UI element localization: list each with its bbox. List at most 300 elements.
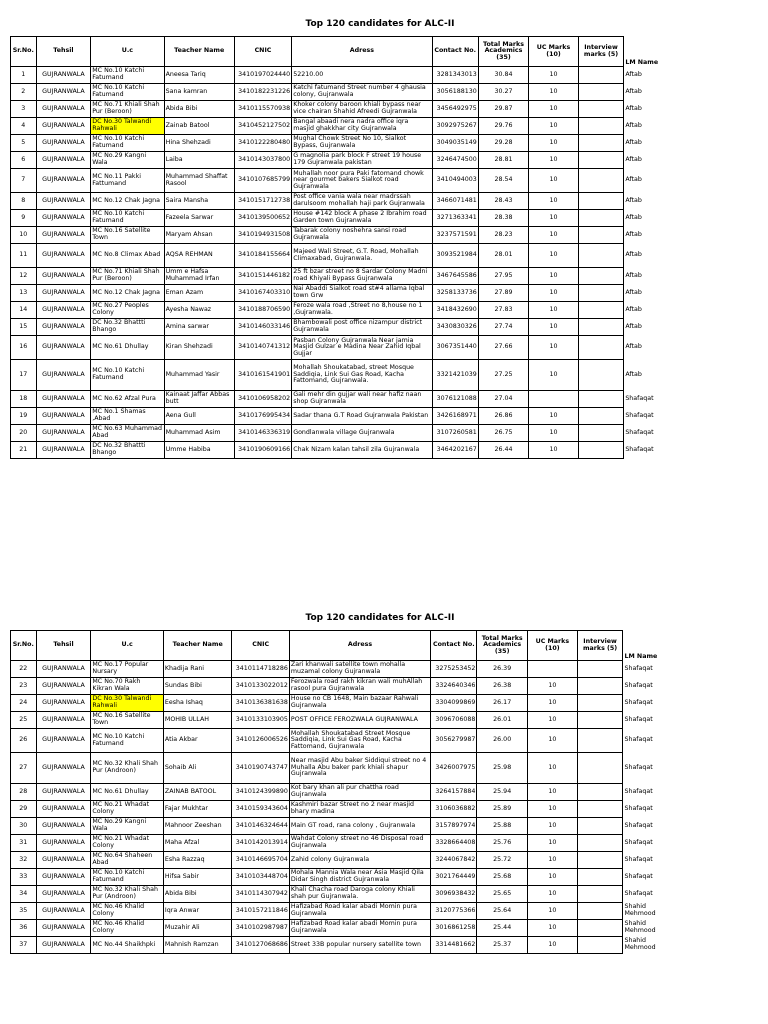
- contact-cell: 3096938432: [431, 886, 477, 903]
- contact-cell: 3049035149: [432, 135, 478, 152]
- sr-cell: 9: [11, 210, 37, 227]
- table-row: [11, 712, 680, 729]
- contact-cell: 3264157884: [431, 784, 477, 801]
- lm-name-cell: Aftab: [625, 196, 642, 204]
- sr-cell: 16: [11, 336, 37, 360]
- address-cell: Kashmiri bazar Street no 2 near masjid bhary madina: [289, 801, 430, 818]
- uc-cell: MC No.17 Popular Nursary: [91, 661, 164, 678]
- tehsil-cell: GUJRANWALA: [36, 135, 91, 152]
- address-cell: Zari khanwali satellite town mohalla muzamal colony Gujranwala: [289, 661, 430, 678]
- teacher-name-cell: Umm e Hafsa Muhammad Irfan: [164, 268, 234, 285]
- address-cell: Main GT road, rana colony , Gujranwala: [289, 818, 430, 835]
- uc-marks-cell: 10: [527, 920, 577, 937]
- address-cell: Muhallah noor pura Paki fatomand chowk near gourmet bakers Sialkot road Gujranwala: [292, 169, 432, 193]
- total-marks-cell: 25.88: [477, 818, 528, 835]
- table-row: [11, 886, 680, 903]
- interview-marks-cell: [578, 84, 624, 101]
- cnic-cell: 3410157211846: [232, 903, 289, 920]
- address-cell: Bhambowali post office nizampur district Gujranwala: [292, 319, 432, 336]
- uc-marks-cell: 10: [529, 227, 578, 244]
- tehsil-cell: GUJRANWALA: [36, 152, 91, 169]
- teacher-name-cell: Esha Razzaq: [163, 852, 232, 869]
- teacher-name-cell: Iqra Anwar: [163, 903, 232, 920]
- cnic-cell: 3410115570938: [234, 101, 291, 118]
- cnic-cell: 3410133103905: [232, 712, 289, 729]
- address-cell: Ferozwala road rakh kikran wali muhAllah rasool pura Gujranwala: [289, 678, 430, 695]
- address-cell: Zahid colony Gujranwala: [289, 852, 430, 869]
- uc-cell: MC No.29 Kangni Wala: [91, 152, 164, 169]
- sr-cell: 5: [11, 135, 37, 152]
- total-marks-cell: 25.98: [477, 753, 528, 784]
- table-row: [11, 869, 680, 886]
- table-row: [11, 101, 680, 118]
- lm-name-cell: Aftab: [625, 70, 642, 78]
- tehsil-cell: GUJRANWALA: [36, 336, 91, 360]
- contact-cell: 3076121088: [432, 391, 478, 408]
- teacher-name-cell: Eesha Ishaq: [163, 695, 232, 712]
- header-lm: LM Name: [624, 652, 658, 660]
- uc-marks-cell: 10: [527, 784, 577, 801]
- lm-name-cell: Shafaqat: [624, 736, 653, 744]
- cnic-cell: 3410190743747: [232, 753, 289, 784]
- header-cnic: CNIC: [234, 37, 291, 67]
- teacher-name-cell: Muhammad Yasir: [164, 360, 234, 391]
- interview-marks-cell: [578, 391, 624, 408]
- tehsil-cell: GUJRANWALA: [36, 268, 91, 285]
- lm-name-cell: Aftab: [625, 271, 642, 279]
- teacher-name-cell: Eman Azam: [164, 285, 234, 302]
- cnic-cell: 3410184155664: [234, 244, 291, 268]
- sr-cell: 23: [11, 678, 37, 695]
- contact-cell: 3426168971: [432, 408, 478, 425]
- contact-cell: 3410494003: [432, 169, 478, 193]
- total-marks-cell: 28.81: [478, 152, 528, 169]
- lm-name-cell: Shafaqat: [624, 681, 653, 689]
- interview-marks-cell: [577, 695, 623, 712]
- total-marks-cell: 25.72: [477, 852, 528, 869]
- contact-cell: 3430830326: [432, 319, 478, 336]
- uc-cell: MC No.10 Katchi Fatumand: [91, 360, 164, 391]
- address-cell: G magnolia park block F street 19 house 179 Gujranwala pakistan: [292, 152, 432, 169]
- uc-marks-cell: 10: [529, 152, 578, 169]
- contact-cell: 3275253452: [431, 661, 477, 678]
- table-row: [11, 336, 680, 360]
- uc-marks-cell: 10: [529, 425, 578, 442]
- tehsil-cell: GUJRANWALA: [36, 852, 91, 869]
- tehsil-cell: GUJRANWALA: [36, 784, 91, 801]
- lm-name-cell: Shafaqat: [624, 821, 653, 829]
- cnic-cell: 3410133022012: [232, 678, 289, 695]
- header-address: Adress: [292, 37, 432, 67]
- address-cell: Nai Abaddi Sialkot road st#4 allama Iqbal town Grw: [292, 285, 432, 302]
- address-cell: Majeed Wali Street, G.T. Road, Mohallah Climaxabad, Gujranwala.: [292, 244, 432, 268]
- table-row: [11, 835, 680, 852]
- contact-cell: 3120775366: [431, 903, 477, 920]
- cnic-cell: 3410167403310: [234, 285, 291, 302]
- teacher-name-cell: Umme Habiba: [164, 442, 234, 459]
- lm-name-cell: Shafaqat: [625, 445, 654, 453]
- lm-name-cell: Aftab: [625, 138, 642, 146]
- table-grid: [10, 630, 680, 954]
- contact-cell: 3258133736: [432, 285, 478, 302]
- teacher-name-cell: Aena Gull: [164, 408, 234, 425]
- interview-marks-cell: [577, 818, 623, 835]
- lm-name-cell: Shafaqat: [624, 763, 653, 771]
- address-cell: POST OFFICE FEROZWALA GUJRANWALA: [289, 712, 430, 729]
- teacher-name-cell: Maha Afzal: [163, 835, 232, 852]
- total-marks-cell: 25.44: [477, 920, 528, 937]
- teacher-name-cell: Muzahir Ali: [163, 920, 232, 937]
- teacher-name-cell: Sundas Bibi: [163, 678, 232, 695]
- lm-name-cell: Shafaqat: [625, 394, 654, 402]
- contact-cell: 3016861258: [431, 920, 477, 937]
- uc-cell: MC No.10 Katchi Fatumand: [91, 135, 164, 152]
- teacher-name-cell: Sana kamran: [164, 84, 234, 101]
- uc-cell: MC No.61 Dhullay: [91, 336, 164, 360]
- uc-cell: MC No.11 Pakki Fattumand: [91, 169, 164, 193]
- sr-cell: 31: [11, 835, 37, 852]
- contact-cell: 3246474500: [432, 152, 478, 169]
- uc-marks-cell: 10: [527, 678, 577, 695]
- address-cell: Post office vania wala near madrssah darulsoom mohallah haji park Gujranwala: [292, 193, 432, 210]
- uc-cell: MC No.16 Satellite Town: [91, 712, 164, 729]
- total-marks-cell: 27.89: [478, 285, 528, 302]
- teacher-name-cell: Muhammad Shaffat Rasool: [164, 169, 234, 193]
- total-marks-cell: 26.17: [477, 695, 528, 712]
- table-row: [11, 285, 680, 302]
- tehsil-cell: GUJRANWALA: [36, 101, 91, 118]
- interview-marks-cell: [577, 712, 623, 729]
- sr-cell: 6: [11, 152, 37, 169]
- address-cell: Katchi fatumand Street number 4 ghausia colony, Gujranwala: [292, 84, 432, 101]
- contact-cell: 3244067842: [431, 852, 477, 869]
- uc-marks-cell: 10: [529, 442, 578, 459]
- lm-name-cell: Shafaqat: [624, 698, 653, 706]
- interview-marks-cell: [578, 227, 624, 244]
- sr-cell: 13: [11, 285, 37, 302]
- uc-marks-cell: 10: [529, 169, 578, 193]
- lm-name-cell: Aftab: [625, 87, 642, 95]
- sr-cell: 33: [11, 869, 37, 886]
- teacher-name-cell: Abida Bibi: [164, 101, 234, 118]
- total-marks-cell: 27.83: [478, 302, 528, 319]
- cnic-cell: 3410151712738: [234, 193, 291, 210]
- uc-marks-cell: 10: [529, 268, 578, 285]
- tehsil-cell: GUJRANWALA: [36, 729, 91, 753]
- address-cell: Mohallah Shoukatabad, street Mosque Saddiqia, Link Sui Gas Road, Kacha Fattomand, Gujranwala.: [292, 360, 432, 391]
- cnic-cell: 3410142013914: [232, 835, 289, 852]
- total-marks-cell: 28.43: [478, 193, 528, 210]
- table-row: [11, 937, 680, 954]
- table-row: [11, 661, 680, 678]
- contact-cell: 3456492975: [432, 101, 478, 118]
- uc-marks-cell: 10: [527, 835, 577, 852]
- cnic-cell: 3410188706590: [234, 302, 291, 319]
- teacher-name-cell: Sohaib Ali: [163, 753, 232, 784]
- sr-cell: 21: [11, 442, 37, 459]
- uc-cell: MC No.44 Shaikhpki: [91, 937, 164, 954]
- table-row: [11, 391, 680, 408]
- uc-cell: MC No.46 Khalid Colony: [91, 920, 164, 937]
- table-row: [11, 210, 680, 227]
- table-title-2: Top 120 candidates for ALC-II: [305, 613, 455, 623]
- header-uc: U.c: [91, 37, 164, 67]
- tehsil-cell: GUJRANWALA: [36, 835, 91, 852]
- tehsil-cell: GUJRANWALA: [36, 408, 91, 425]
- contact-cell: 3107260581: [432, 425, 478, 442]
- table-grid: [10, 36, 680, 459]
- uc-cell: MC No.70 Rakh Kikran Wala: [91, 678, 164, 695]
- header-sr: Sr.No.: [11, 631, 37, 661]
- interview-marks-cell: [578, 360, 624, 391]
- teacher-name-cell: Abida Bibi: [163, 886, 232, 903]
- tehsil-cell: GUJRANWALA: [36, 695, 91, 712]
- contact-cell: 3106036882: [431, 801, 477, 818]
- uc-marks-cell: [527, 661, 577, 678]
- uc-cell: MC No.12 Chak Jagna: [91, 193, 164, 210]
- header-ucmarks: UC Marks (10): [527, 631, 577, 661]
- cnic-cell: 3410127068686: [232, 937, 289, 954]
- sr-cell: 28: [11, 784, 37, 801]
- contact-cell: 3271363341: [432, 210, 478, 227]
- lm-name-cell: Shafaqat: [624, 889, 653, 897]
- lm-name-cell: Aftab: [625, 121, 642, 129]
- tehsil-cell: GUJRANWALA: [36, 193, 91, 210]
- address-cell: Khoker colony baroon khiali bypass near vice chairan Shahid Afreedi Gujranwala: [292, 101, 432, 118]
- uc-cell: DC No.32 Bhattti Bhango: [91, 319, 164, 336]
- uc-marks-cell: 10: [527, 818, 577, 835]
- uc-marks-cell: 10: [529, 285, 578, 302]
- uc-cell: MC No.62 Afzal Pura: [91, 391, 164, 408]
- total-marks-cell: 30.84: [478, 67, 528, 84]
- total-marks-cell: 27.04: [478, 391, 528, 408]
- teacher-name-cell: Maryam Ahsan: [164, 227, 234, 244]
- cnic-cell: 3410136381638: [232, 695, 289, 712]
- cnic-cell: 3410452127502: [234, 118, 291, 135]
- contact-cell: 3092975267: [432, 118, 478, 135]
- contact-cell: 3093521984: [432, 244, 478, 268]
- uc-marks-cell: 10: [529, 319, 578, 336]
- table-row: [11, 67, 680, 84]
- sr-cell: 3: [11, 101, 37, 118]
- table-row: [11, 360, 680, 391]
- sr-cell: 35: [11, 903, 37, 920]
- candidates-table-1: [10, 36, 680, 459]
- sr-cell: 27: [11, 753, 37, 784]
- interview-marks-cell: [577, 678, 623, 695]
- teacher-name-cell: MOHIB ULLAH: [163, 712, 232, 729]
- uc-cell: MC No.27 Peoples Colony: [91, 302, 164, 319]
- interview-marks-cell: [577, 753, 623, 784]
- header-interview: Interview marks (5): [577, 631, 623, 661]
- total-marks-cell: 29.76: [478, 118, 528, 135]
- total-marks-cell: 25.89: [477, 801, 528, 818]
- tehsil-cell: GUJRANWALA: [36, 169, 91, 193]
- candidates-table-2: [10, 630, 680, 954]
- lm-name-cell: Aftab: [625, 176, 642, 184]
- uc-marks-cell: 10: [527, 712, 577, 729]
- total-marks-cell: 28.23: [478, 227, 528, 244]
- address-cell: Gali mehr din gujjar wali near hafiz naan shop Gujranwala: [292, 391, 432, 408]
- tehsil-cell: GUJRANWALA: [36, 442, 91, 459]
- interview-marks-cell: [577, 903, 623, 920]
- interview-marks-cell: [577, 886, 623, 903]
- total-marks-cell: 27.95: [478, 268, 528, 285]
- tehsil-cell: GUJRANWALA: [36, 319, 91, 336]
- uc-cell: MC No.10 Katchi Fatumand: [91, 67, 164, 84]
- tehsil-cell: GUJRANWALA: [36, 661, 91, 678]
- total-marks-cell: 25.64: [477, 903, 528, 920]
- total-marks-cell: 26.01: [477, 712, 528, 729]
- address-cell: Mohallah Shoukatabad Street Mosque Saddiqia, Link Sui Gas Road, Kacha Fattomand, Gujranwala: [289, 729, 430, 753]
- tehsil-cell: GUJRANWALA: [36, 210, 91, 227]
- table-row: [11, 425, 680, 442]
- header-contact: Contact No.: [431, 631, 477, 661]
- uc-cell: MC No.64 Shaheen Abad: [91, 852, 164, 869]
- header-interview: Interview marks (5): [578, 37, 624, 67]
- sr-cell: 26: [11, 729, 37, 753]
- tehsil-cell: GUJRANWALA: [36, 360, 91, 391]
- interview-marks-cell: [578, 152, 624, 169]
- total-marks-cell: 28.54: [478, 169, 528, 193]
- total-marks-cell: 27.74: [478, 319, 528, 336]
- address-cell: Sadar thana G.T Road Gujranwala Pakistan: [292, 408, 432, 425]
- header-lm: LM Name: [625, 58, 659, 66]
- uc-marks-cell: 10: [529, 67, 578, 84]
- interview-marks-cell: [578, 118, 624, 135]
- cnic-cell: 3410151446182: [234, 268, 291, 285]
- lm-name-cell: Shafaqat: [624, 787, 653, 795]
- uc-cell: MC No.32 Khali Shah Pur (Androon): [91, 886, 164, 903]
- sr-cell: 10: [11, 227, 37, 244]
- cnic-cell: 3410107685799: [234, 169, 291, 193]
- uc-marks-cell: 10: [529, 210, 578, 227]
- uc-cell: MC No.71 Khiali Shah Pur (Beroon): [91, 268, 164, 285]
- address-cell: Bangal abaadi nera nadra office iqra masjid ghakkhar city Gujranwala: [292, 118, 432, 135]
- teacher-name-cell: Khadija Rani: [163, 661, 232, 678]
- interview-marks-cell: [578, 442, 624, 459]
- uc-cell: MC No.71 Khiali Shah Pur (Beroon): [91, 101, 164, 118]
- lm-name-cell: Shafaqat: [624, 804, 653, 812]
- address-cell: Chak Nizam kalan tahsil zila Gujranwala: [292, 442, 432, 459]
- interview-marks-cell: [578, 425, 624, 442]
- lm-name-cell: Shafaqat: [624, 872, 653, 880]
- table-row: [11, 84, 680, 101]
- interview-marks-cell: [578, 135, 624, 152]
- contact-cell: 3321421039: [432, 360, 478, 391]
- uc-cell: MC No.21 Whadat Colony: [91, 801, 164, 818]
- address-cell: Mughal Chowk Street No 10, Sialkot Bypass, Gujranwala: [292, 135, 432, 152]
- interview-marks-cell: [578, 408, 624, 425]
- address-cell: Street 33B popular nursery satellite town: [289, 937, 430, 954]
- uc-marks-cell: 10: [527, 937, 577, 954]
- uc-marks-cell: 10: [529, 193, 578, 210]
- uc-cell: MC No.10 Katchi Fatumand: [91, 84, 164, 101]
- sr-cell: 2: [11, 84, 37, 101]
- contact-cell: 3324640346: [431, 678, 477, 695]
- uc-cell: MC No.1 Shamas ,Abad: [91, 408, 164, 425]
- interview-marks-cell: [577, 920, 623, 937]
- table-row: [11, 193, 680, 210]
- cnic-cell: 3410182231226: [234, 84, 291, 101]
- cnic-cell: 3410122280480: [234, 135, 291, 152]
- sr-cell: 18: [11, 391, 37, 408]
- uc-cell: MC No.21 Whadat Colony: [91, 835, 164, 852]
- header-tehsil: Tehsil: [36, 37, 91, 67]
- sr-cell: 4: [11, 118, 37, 135]
- uc-marks-cell: 10: [527, 852, 577, 869]
- total-marks-cell: 28.38: [478, 210, 528, 227]
- sr-cell: 1: [11, 67, 37, 84]
- sr-cell: 25: [11, 712, 37, 729]
- interview-marks-cell: [577, 661, 623, 678]
- cnic-cell: 3410146336319: [234, 425, 291, 442]
- tehsil-cell: GUJRANWALA: [36, 84, 91, 101]
- header-teacher: Teacher Name: [163, 631, 232, 661]
- address-cell: Hafizabad Road kalar abadi Momin pura Gujranwala: [289, 920, 430, 937]
- tehsil-cell: GUJRANWALA: [36, 67, 91, 84]
- uc-marks-cell: 10: [527, 729, 577, 753]
- sr-cell: 34: [11, 886, 37, 903]
- address-cell: House #142 block A phase 2 Ibrahim road Garden town Gujranwala: [292, 210, 432, 227]
- tehsil-cell: GUJRANWALA: [36, 244, 91, 268]
- header-address: Adress: [289, 631, 430, 661]
- teacher-name-cell: Saira Mansha: [164, 193, 234, 210]
- uc-marks-cell: 10: [527, 753, 577, 784]
- address-cell: Kot bary khan ali pur chattha road Gujranwala: [289, 784, 430, 801]
- sr-cell: 14: [11, 302, 37, 319]
- table-row: [11, 695, 680, 712]
- lm-name-cell: Shafaqat: [624, 838, 653, 846]
- tehsil-cell: GUJRANWALA: [36, 801, 91, 818]
- tehsil-cell: GUJRANWALA: [36, 678, 91, 695]
- table-title-1: Top 120 candidates for ALC-II: [305, 19, 455, 29]
- cnic-cell: 3410159343604: [232, 801, 289, 818]
- uc-cell: MC No.16 Satellite Town: [91, 227, 164, 244]
- cnic-cell: 3410139500652: [234, 210, 291, 227]
- total-marks-cell: 26.75: [478, 425, 528, 442]
- interview-marks-cell: [578, 101, 624, 118]
- teacher-name-cell: Ayesha Nawaz: [164, 302, 234, 319]
- teacher-name-cell: Kainaat Jaffar Abbas butt: [164, 391, 234, 408]
- uc-marks-cell: 10: [527, 903, 577, 920]
- lm-name-cell: Aftab: [625, 213, 642, 221]
- total-marks-cell: 28.01: [478, 244, 528, 268]
- uc-cell: MC No.10 Katchi Fatumand: [91, 210, 164, 227]
- lm-name-cell: Shahid Mehmood: [624, 920, 656, 934]
- teacher-name-cell: Laiba: [164, 152, 234, 169]
- uc-cell: MC No.12 Chak Jagna: [91, 285, 164, 302]
- contact-cell: 3056188130: [432, 84, 478, 101]
- total-marks-cell: 26.86: [478, 408, 528, 425]
- uc-cell: MC No.63 Muhammad Abad: [91, 425, 164, 442]
- lm-name-cell: Shafaqat: [624, 664, 653, 672]
- sr-cell: 11: [11, 244, 37, 268]
- cnic-cell: 3410114718286: [232, 661, 289, 678]
- sr-cell: 8: [11, 193, 37, 210]
- lm-name-cell: Aftab: [625, 305, 642, 313]
- table-row: [11, 818, 680, 835]
- address-cell: Feroze wala road ,Street no 8,house no 1 ,Gujranwala.: [292, 302, 432, 319]
- tehsil-cell: GUJRANWALA: [36, 285, 91, 302]
- uc-cell: MC No.32 Khali Shah Pur (Androon): [91, 753, 164, 784]
- header-ucmarks: UC Marks (10): [529, 37, 578, 67]
- total-marks-cell: 25.65: [477, 886, 528, 903]
- cnic-cell: 3410102987987: [232, 920, 289, 937]
- interview-marks-cell: [577, 784, 623, 801]
- tehsil-cell: GUJRANWALA: [36, 903, 91, 920]
- contact-cell: 3021764449: [431, 869, 477, 886]
